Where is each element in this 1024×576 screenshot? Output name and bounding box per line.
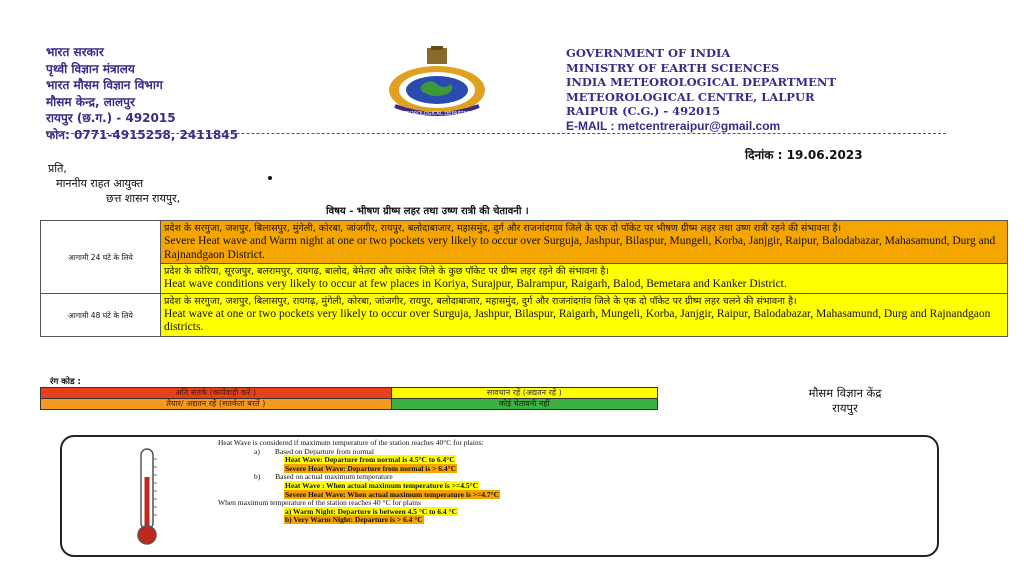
subject-line: विषय - भीषण ग्रीष्म लहर तथा उष्ण रात्री की चेतावनी ।: [326, 206, 529, 217]
hindi-line: पृथ्वी विज्ञान मंत्रालय: [46, 61, 135, 76]
code-yellow: सावधान रहें (अद्यतन रहें ): [391, 388, 657, 399]
criteria-b-label: b): [254, 472, 261, 482]
addressee-line: छत्त शासन रायपुर,: [106, 192, 181, 205]
email-line: [566, 119, 836, 134]
period-48h: आगामी 48 घंटे के लिये: [41, 293, 161, 336]
header-english: [566, 46, 836, 133]
criteria-b2: Severe Heat Wave: When actual maximum temperature is >=4.7°C: [285, 489, 500, 499]
date-line: [745, 146, 863, 163]
criteria-n1: a) Warm Night: Departure is between 4.5 °C to 6.4 °C: [285, 506, 457, 516]
english-line: GOVERNMENT OF INDIA: [566, 46, 731, 60]
table-row: [41, 399, 658, 410]
english-line: RAIPUR (C.G.) - 492015: [566, 104, 721, 118]
signature-block: [790, 386, 900, 416]
criteria-a-title: Based on Departure from normal: [274, 446, 374, 456]
header-hindi: [46, 44, 238, 143]
header-separator: [46, 133, 946, 134]
color-code-table: [40, 387, 658, 410]
warning-hindi: प्रदेश के कोरिया, सूरजपुर, बलरामपुर, रायगढ़, बालोद, बेमेतरा और कांकेर जिले के कुछ पॉकेट पर ग्रीष्म लहर रहने की संभावना है।: [164, 266, 609, 277]
code-green: कोई चेतावनी नहीं: [391, 399, 657, 410]
criteria-a-label: a): [254, 446, 260, 456]
table-row: [41, 293, 1008, 336]
code-red: अति सतर्क (कार्यवाही करें ): [41, 388, 392, 399]
hindi-phone: फोन: 0771-4915258, 2411845: [46, 127, 239, 142]
criteria-a2: Severe Heat Wave: Departure from normal is > 6.4°C: [285, 463, 457, 473]
logo-text: METEOROLOGICAL DEPARTMENT: [396, 111, 478, 117]
criteria-b-title: Based on actual maximum temperature: [275, 472, 393, 482]
warning-cell-yellow: [161, 264, 1008, 294]
signature-line: रायपुर: [832, 401, 858, 415]
warning-cell-yellow: [161, 293, 1008, 336]
criteria-b1: Heat Wave : When actual maximum temperature is >=4.5°C: [285, 480, 478, 490]
period-24h: आगामी 24 घंटे के लिये: [41, 221, 161, 294]
criteria-intro: Heat Wave is considered if maximum temperature of the station reaches 40°C for plains:: [218, 438, 484, 447]
table-row: [41, 388, 658, 399]
addressee: [48, 161, 180, 206]
hindi-line: मौसम केन्द्र, लालपुर: [46, 94, 135, 109]
bullet-dot: [268, 176, 272, 180]
english-line: METEOROLOGICAL CENTRE, LALPUR: [566, 89, 815, 104]
criteria-a1: Heat Wave: Departure from normal is 4.5°C to 6.4°C: [285, 455, 455, 465]
addressee-line: माननीय राहत आयुक्त: [56, 177, 144, 190]
warning-table: [40, 220, 1008, 337]
warning-english: Heat wave conditions very likely to occur at few places in Koriya, Surajpur, Balrampur, Raigarh, Balod, Bemetara and Kanker District.: [164, 278, 787, 290]
warning-hindi: प्रदेश के सरगुजा, जशपुर, बिलासपुर, रायगढ़, मुंगेली, कोरबा, जांजगीर, रायपुर, बलोदाबाजार, महासमुंद, दुर्ग और राजनांदगांव जिले के एक दो पॉकेट पर ग्रीष्म लहर चलने की संभावना है।: [164, 295, 797, 307]
english-line: MINISTRY OF EARTH SCIENCES: [566, 60, 780, 75]
date-label: दिनांक :: [745, 148, 783, 162]
warning-hindi: प्रदेश के सरगुजा, जशपुर, बिलासपुर, मुंगेली, कोरबा, जांजगीर, रायपुर, बलोदाबाजार, महासमुंद, दुर्ग और राजनांदगाव जिले के एक दो पॉकेट पर भीषण ग्रीष्म लहर तथा उष्ण रात्री रहने की संभावना है।: [164, 223, 842, 234]
english-line: INDIA METEOROLOGICAL DEPARTMENT: [566, 75, 836, 89]
night-n2-row: [218, 516, 500, 525]
color-code-label: रंग कोड :: [50, 377, 81, 387]
criteria-text: [218, 439, 500, 525]
hindi-line: भारत मौसम विज्ञान विभाग: [46, 78, 163, 92]
table-row: [41, 221, 1008, 264]
email-address: metcentreraipur@gmail.com: [617, 118, 781, 133]
night-intro: When maximum temperature of the station reaches 40 °C for plains: [218, 498, 421, 508]
warning-english: Severe Heat wave and Warm night at one or two pockets very likely to occur over Surguja, Jashpur, Bilaspur, Mungeli, Korba, Janjgir, Raipur, Balodabazar, Mahasamund, Durg and Rajnandgaon District.: [164, 235, 996, 261]
warning-english: Heat wave at one or two pockets very likely to occur over Surguja, Jashpur, Bilaspur, Raigarh, Mungeli, Korba, Janjgir, Raipur, Balodabazar, Mahasamund, Durg and Rajnandgaon districts.: [164, 307, 991, 333]
signature-line: मौसम विज्ञान केंद्र: [808, 386, 882, 400]
table-row: [41, 264, 1008, 294]
addressee-line: प्रति,: [48, 162, 67, 175]
thermometer-icon: [133, 447, 161, 547]
date-value: 19.06.2023: [786, 148, 863, 162]
hindi-line: रायपुर (छ.ग.) - 492015: [46, 111, 176, 125]
hindi-line: भारत सरकार: [46, 45, 104, 59]
imd-logo-icon: [377, 46, 497, 118]
email-label: E-MAIL :: [566, 118, 615, 133]
warning-cell-orange: [161, 221, 1008, 264]
code-orange: तैयार/ अद्यतन रहें (सतर्कता बरतें ): [41, 399, 392, 410]
criteria-n2: b) Very Warm Night: Departure is > 6.4 °C: [285, 515, 423, 525]
